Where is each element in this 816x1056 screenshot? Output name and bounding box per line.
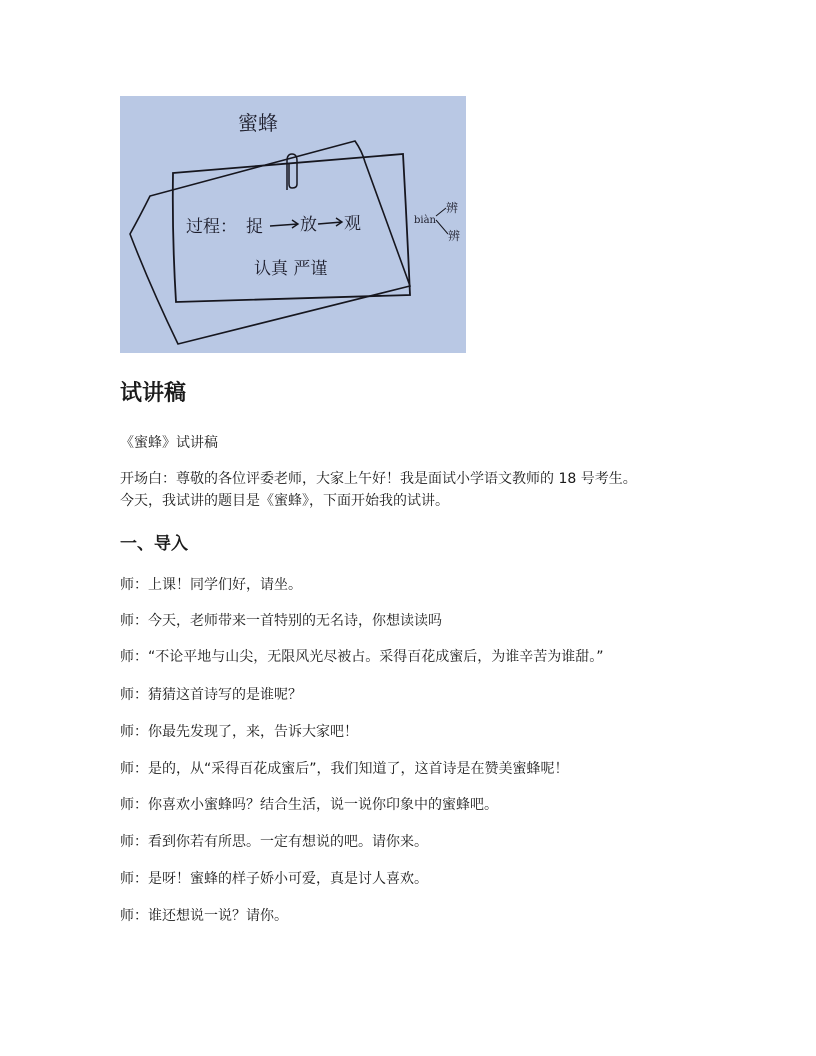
sketch-note-top: 辨 (446, 201, 459, 215)
sketch-step-1: 捉 (246, 217, 263, 237)
dialogue-line: 师：上课！同学们好，请坐。 (120, 577, 302, 593)
dialogue-line: 师：今天，老师带来一首特别的无名诗，你想读读吗 (120, 613, 442, 629)
section-heading-intro: 一、导入 (120, 534, 188, 554)
sketch-step-2: 放 (300, 215, 317, 235)
document-subtitle: 《蜜蜂》试讲稿 (120, 435, 218, 451)
dialogue-line: 师：你喜欢小蜜蜂吗？结合生活，说一说你印象中的蜜蜂吧。 (120, 797, 498, 813)
sketch-drawing (120, 96, 466, 353)
sketch-note-bottom: 辨 (448, 229, 461, 243)
sketch-process-label: 过程： (186, 217, 237, 237)
dialogue-line: 师：看到你若有所思。一定有想说的吧。请你来。 (120, 834, 428, 850)
blackboard-sketch-image (120, 96, 466, 353)
dialogue-line: 师：你最先发现了，来，告诉大家吧！ (120, 724, 358, 740)
dialogue-line: 师：是呀！蜜蜂的样子娇小可爱，真是讨人喜欢。 (120, 871, 428, 887)
document-title: 试讲稿 (120, 381, 187, 406)
dialogue-line: 师：谁还想说一说？请你。 (120, 908, 288, 924)
intro-line-2: 今天，我试讲的题目是《蜜蜂》，下面开始我的试讲。 (120, 493, 449, 509)
dialogue-line: 师：是的，从“采得百花成蜜后”，我们知道了，这首诗是在赞美蜜蜂呢！ (120, 761, 569, 777)
sketch-step-3: 观 (344, 214, 361, 234)
sketch-attitude: 认真 严谨 (254, 259, 328, 279)
back-card-outline (130, 141, 410, 344)
dialogue-line: 师：“不论平地与山尖，无限风光尽被占。采得百花成蜜后，为谁辛苦为谁甜。” (120, 649, 604, 665)
intro-line-1: 开场白：尊敬的各位评委老师，大家上午好！我是面试小学语文教师的 18 号考生。 (120, 471, 637, 487)
sketch-pinyin: biàn (414, 215, 437, 226)
dialogue-line: 师：猜猜这首诗写的是谁呢？ (120, 687, 302, 703)
sketch-title: 蜜蜂 (238, 111, 278, 135)
